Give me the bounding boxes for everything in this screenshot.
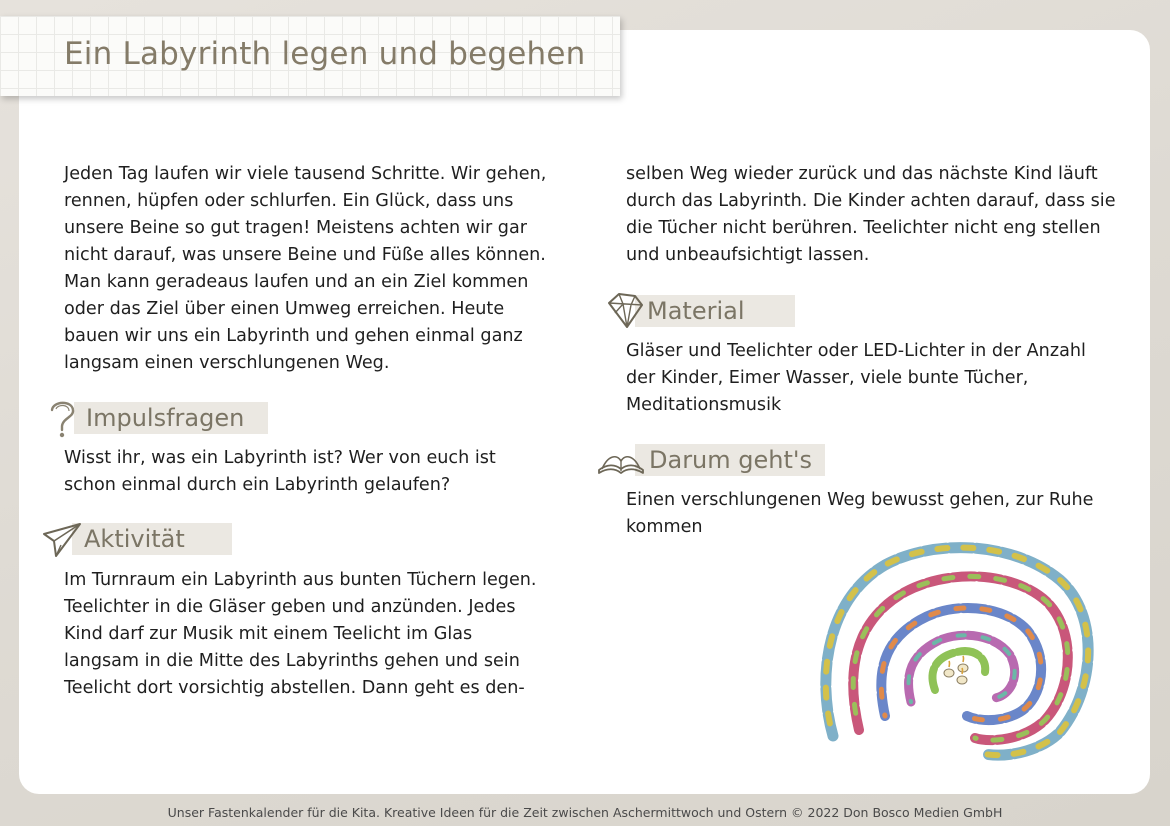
material-heading-label: Material (647, 297, 745, 325)
darum-text: Einen verschlungenen Weg bewusst gehen, zur Ruhe kommen (626, 490, 1094, 537)
material-text: Gläser und Teelichter oder LED-Lichter in der Anzahl der Kinder, Eimer Wasser, viele bunte Tücher, Meditationsmusik (626, 341, 1086, 415)
darum-heading-label: Darum geht's (649, 446, 812, 474)
aktivitaet-heading-label: Aktivität (84, 525, 185, 553)
gem-icon (605, 291, 645, 331)
question-mark-icon (44, 398, 84, 438)
tealight-group (944, 656, 968, 684)
aktivitaet-heading (42, 519, 242, 557)
darum-heading (597, 440, 837, 478)
intro-text: Jeden Tag laufen wir viele tausend Schritte. Wir gehen, rennen, hüpfen oder schlurfen. Ein Glück, dass uns unsere Beine so gut tragen! Meistens achten wir gar nicht darauf, was unsere Beine und Füße alles können. Man kann geradeaus laufen und an ein Ziel kommen oder das Ziel über einen Umweg erreichen. Heute bauen wir uns ein Labyrinth und gehen einmal ganz langsam einen verschlungenen Weg. (64, 164, 547, 373)
page-title: Ein Labyrinth legen und begehen (64, 36, 586, 72)
open-book-icon (597, 440, 645, 480)
impulsfragen-text: Wisst ihr, was ein Labyrinth ist? Wer von euch ist schon einmal durch ein Labyrinth gelaufen? (64, 448, 496, 495)
labyrinth-illustration (815, 540, 1100, 765)
paper-plane-icon (42, 519, 82, 559)
footer-text: Unser Fastenkalender für die Kita. Kreative Ideen für die Zeit zwischen Aschermittwoch und Ostern © 2022 Don Bosco Medien GmbH (167, 805, 1003, 820)
aktivitaet-text-part2: selben Weg wieder zurück und das nächste Kind läuft durch das Labyrinth. Die Kinder achten darauf, dass sie die Tücher nicht berühren. Teelichter nicht eng stellen und unbeaufsichtigt lassen. (626, 164, 1116, 265)
material-heading (605, 291, 805, 329)
impulsfragen-heading (44, 398, 274, 436)
impulsfragen-heading-label: Impulsfragen (86, 404, 245, 432)
aktivitaet-text-part1: Im Turnraum ein Labyrinth aus bunten Tüchern legen. Teelichter in die Gläser geben und anzünden. Jedes Kind darf zur Musik mit einem Teelicht im Glas langsam in die Mitte des Labyrinths gehen und sein Teelicht dort vorsichtig abstellen. Dann geht es den- (64, 570, 537, 698)
